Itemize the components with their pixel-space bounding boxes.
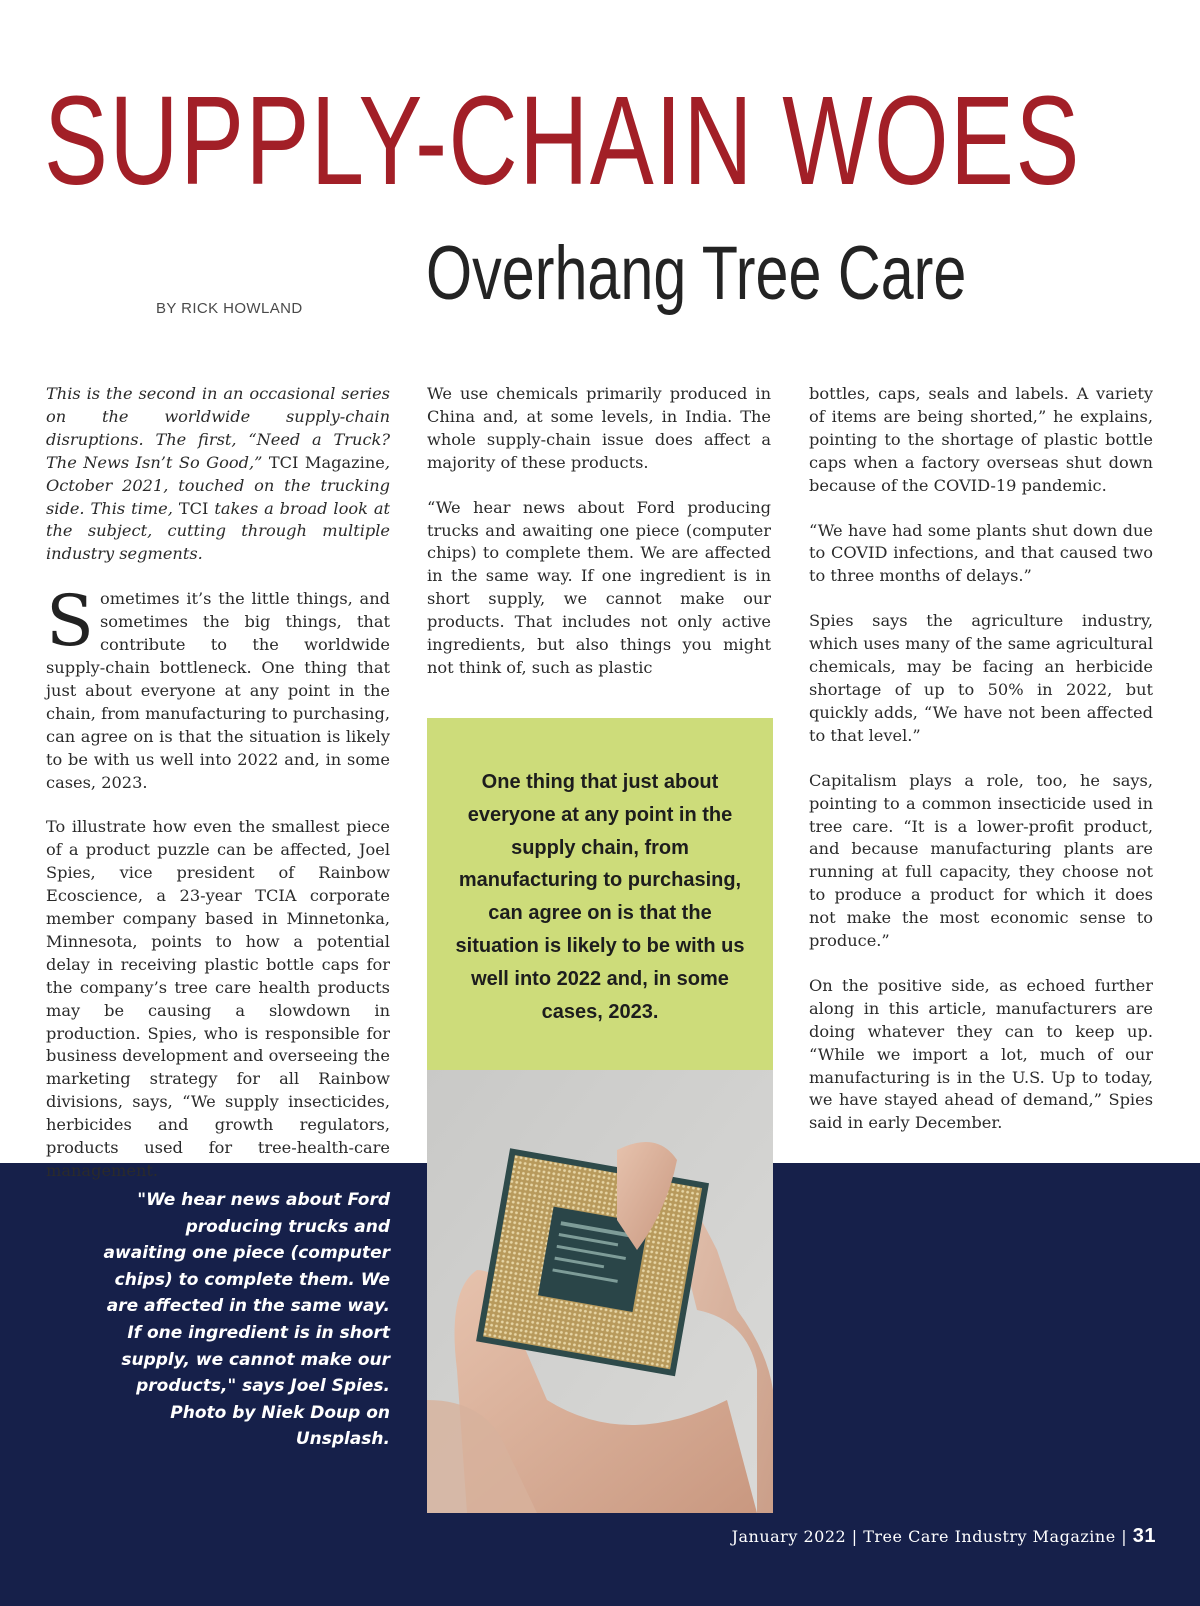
intro-text-3: takes a broad look at the subject, cutting through multiple industry segments. (46, 498, 390, 564)
intro-tci: TCI (178, 498, 209, 518)
body-paragraph: We use chemicals primarily produced in China and, at some levels, in India. The whole supply-chain issue does affect a majority of these products. (427, 384, 771, 472)
intro-magazine-name: TCI Magazine (268, 452, 385, 472)
body-paragraph (46, 580, 390, 794)
pull-quote: One thing that just about everyone at any point in the supply chain, from manufacturing to purchasing, can agree on is that the situation is likely to be with us well into 2022 and, in some cases, 2023. (427, 718, 773, 1070)
intro-text-1: This is the second in an occasional series on the worldwide supply-chain disruptions. The first, “Need a Truck? The News Isn’t So Good,” (46, 384, 390, 472)
cpu-chip-photo (427, 1070, 773, 1513)
column-2 (427, 383, 771, 702)
page-footer (732, 1525, 1156, 1548)
intro-text-2: , October 2021, touched on the trucking side. This time, (46, 452, 390, 518)
drop-cap: S (46, 580, 94, 663)
photo-caption: "We hear news about Ford producing trucks and awaiting one piece (computer chips) to complete them. We are affected in the same way. If one ingredient is in short supply, we cannot make our products," says Joel Spies. Photo by Niek Doup on Unsplash. (103, 1190, 390, 1450)
body-paragraph: Capitalism plays a role, too, he says, pointing to a common insecticide used in tree care. “It is a lower-profit product, and because manufacturing plants are running at full capacity, they choose not to produce a product for which it does not make the most economic sense to produce.” (809, 770, 1153, 951)
body-paragraph: “We hear news about Ford producing trucks and awaiting one piece (computer chips) to complete them. We are affected in the same way. If one ingredient is in short supply, we cannot make our products. That includes not only active ingredients, but also things you might not think of, such as plastic (427, 497, 771, 677)
byline: BY RICK HOWLAND (156, 300, 303, 317)
body-paragraph: bottles, caps, seals and labels. A variety of items are being shorted,” he explains, pointing to the shortage of plastic bottle caps when a factory overseas shut down because of the COVID-19 pandemic. (809, 384, 1153, 495)
intro-paragraph (46, 383, 390, 566)
article-title: SUPPLY-CHAIN WOES (44, 70, 1081, 211)
body-paragraph: Spies says the agriculture industry, which uses many of the same agricultural chemicals, may be facing an herbicide shortage of up to 50% in 2022, but quickly adds, “We have not been affected to that level.” (809, 611, 1153, 745)
column-3 (809, 383, 1153, 1157)
page-number: 31 (1132, 1525, 1156, 1547)
column-1 (46, 383, 390, 1205)
article-subtitle: Overhang Tree Care (426, 231, 967, 316)
body-paragraph: “We have had some plants shut down due to COVID infections, and that caused two to three months of delays.” (809, 520, 1153, 586)
body-paragraph: On the positive side, as echoed further along in this article, manufacturers are doing whatever they can to keep up. “While we import a lot, much of our manufacturing is in the U.S. Up to today, we have stayed ahead of demand,” Spies said in early December. (809, 975, 1153, 1133)
paragraph-text: ometimes it’s the little things, and sometimes the big things, that contribute to the worldwide supply-chain bottleneck. One thing that just about everyone at any point in the chain, from manufacturing to purchasing, can agree on is that the situation is likely to be with us well into 2022 and, in some cases, 2023. (46, 589, 390, 792)
footer-text: January 2022 | Tree Care Industry Magazine | (731, 1527, 1128, 1546)
body-paragraph: To illustrate how even the smallest piece of a product puzzle can be affected, Joel Spies, vice president of Rainbow Ecoscience, a 23-year TCIA corporate member company based in Minnetonka, Minnesota, points to how a potential delay in receiving plastic bottle caps for the company’s tree care health products may be causing a slowdown in production. Spies, who is responsible for business development and overseeing the marketing strategy for all Rainbow divisions, says, “We supply insecticides, herbicides and growth regulators, products used for tree-health-care management. (46, 817, 390, 1180)
